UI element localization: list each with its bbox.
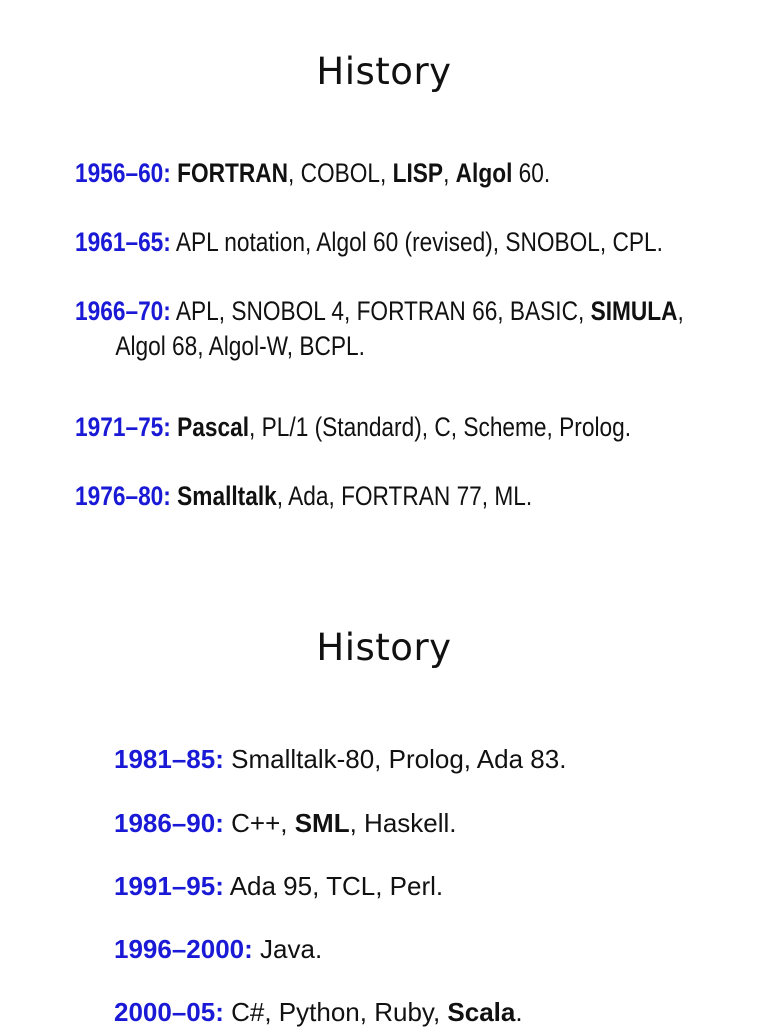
slide-title: History <box>316 50 452 93</box>
languages-text <box>230 871 443 901</box>
language-text: , Ada, FORTRAN 77, ML. <box>276 481 533 511</box>
timeline-entry <box>75 294 684 364</box>
timeline-entry <box>114 870 443 904</box>
period-label: 1966–70: <box>75 296 171 326</box>
languages-text <box>177 158 550 188</box>
period-label: 1986–90: <box>114 808 224 838</box>
language-bold: Scala <box>447 997 516 1027</box>
period-label: 1991–95: <box>114 871 224 901</box>
languages-text <box>176 296 684 326</box>
language-text: APL notation, Algol 60 (revised), SNOBOL, CPL. <box>175 227 663 257</box>
timeline-entry <box>114 933 322 967</box>
language-bold: Pascal <box>177 412 250 442</box>
languages-continuation: Algol 68, Algol-W, BCPL. <box>115 331 365 362</box>
timeline-entry <box>75 156 550 191</box>
language-bold: Smalltalk <box>177 481 277 511</box>
timeline-entry <box>114 743 566 777</box>
slide-title: History <box>316 626 452 669</box>
language-text: . <box>515 997 523 1027</box>
timeline-entry <box>75 410 631 445</box>
language-bold: SML <box>294 808 350 838</box>
language-bold: LISP <box>392 158 444 188</box>
period-label: 1981–85: <box>114 744 224 774</box>
languages-text <box>260 934 322 964</box>
period-label: 1976–80: <box>75 481 171 511</box>
languages-text <box>176 227 663 257</box>
language-bold: Algol <box>455 158 513 188</box>
period-label: 2000–05: <box>114 997 224 1027</box>
history-slide-2 <box>0 576 768 1027</box>
language-text: , COBOL, <box>288 158 393 188</box>
timeline-entry <box>114 807 457 841</box>
languages-text <box>231 744 566 774</box>
language-bold: SIMULA <box>590 296 678 326</box>
language-text: C#, Python, Ruby, <box>231 997 448 1027</box>
language-text: C++, <box>231 808 295 838</box>
language-bold: FORTRAN <box>177 158 289 188</box>
language-text: , <box>677 296 684 326</box>
language-text: APL, SNOBOL 4, FORTRAN 66, BASIC, <box>175 296 591 326</box>
period-label: 1961–65: <box>75 227 171 257</box>
timeline-entry <box>75 225 663 260</box>
period-label: 1996–2000: <box>114 934 253 964</box>
languages-text <box>177 481 532 511</box>
languages-text <box>231 997 522 1027</box>
timeline-entry <box>114 996 523 1030</box>
language-text: , PL/1 (Standard), C, Scheme, Prolog. <box>249 412 632 442</box>
period-label: 1956–60: <box>75 158 171 188</box>
timeline-entry <box>75 479 532 514</box>
languages-text <box>231 808 456 838</box>
language-text: Smalltalk-80, Prolog, Ada 83. <box>231 744 567 774</box>
language-text: 60. <box>512 158 551 188</box>
languages-text <box>177 412 631 442</box>
language-text: , <box>443 158 456 188</box>
language-text: Java. <box>260 934 323 964</box>
language-text: , Haskell. <box>349 808 457 838</box>
period-label: 1971–75: <box>75 412 171 442</box>
language-text: Ada 95, TCL, Perl. <box>229 871 444 901</box>
